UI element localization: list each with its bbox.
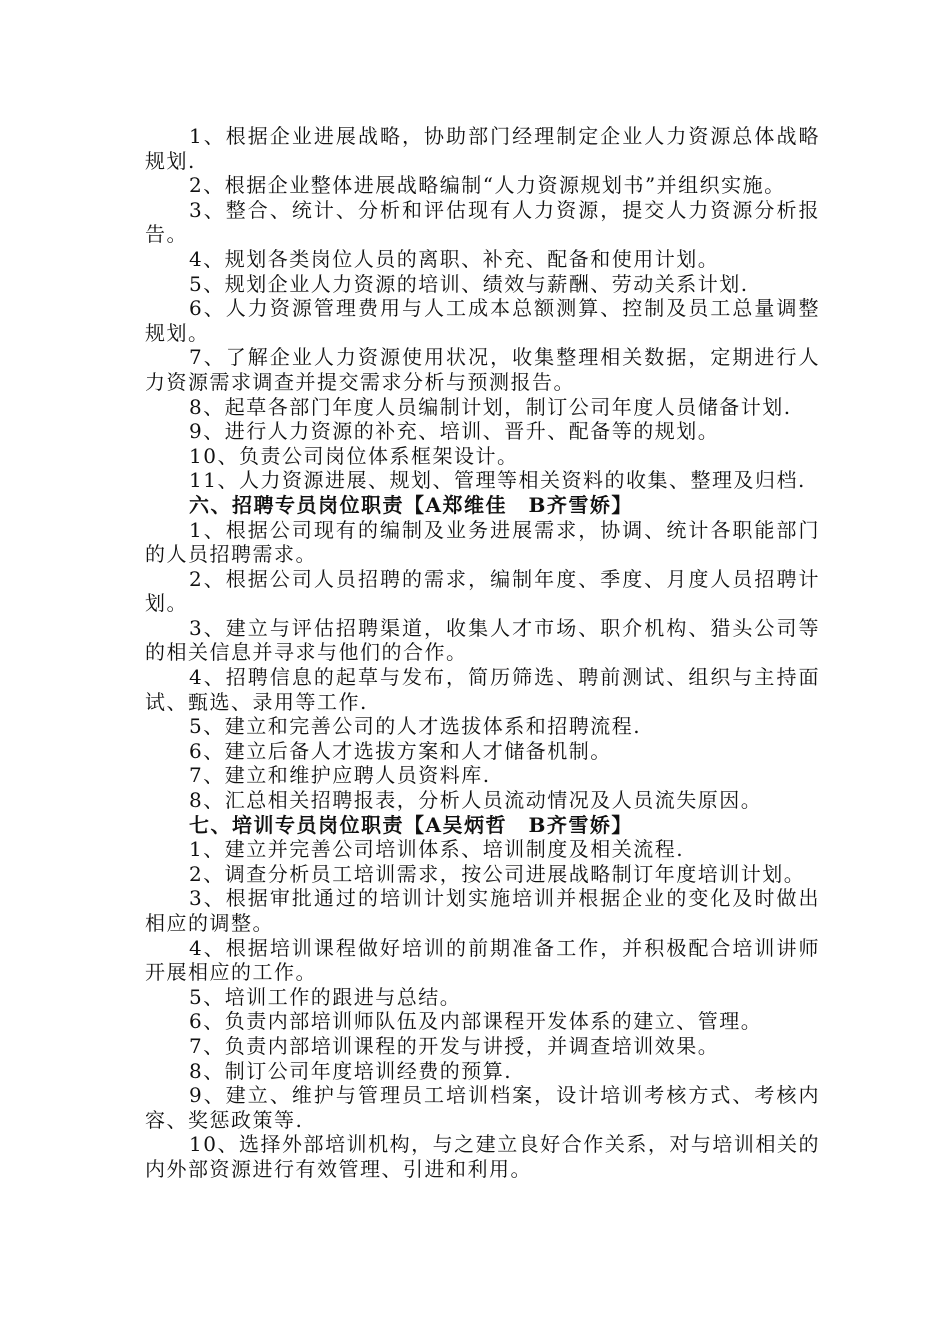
training-duty-item: 3、根据审批通过的培训计划实施培训并根据企业的变化及时做出相应的调整。: [145, 886, 820, 935]
training-duty-item: 1、建立并完善公司培训体系、培训制度及相关流程.: [189, 837, 685, 862]
training-duty-item: 7、负责内部培训课程的开发与讲授，并调查培训效果。: [189, 1033, 720, 1058]
hr-planning-item: 2、根据企业整体进展战略编制“人力资源规划书”并组织实施。: [189, 173, 786, 198]
training-duty-item: 10、选择外部培训机构，与之建立良好合作关系，对与培训相关的内外部资源进行有效管理、引进和利用。: [145, 1132, 820, 1181]
training-duty-item: 2、调查分析员工培训需求，按公司进展战略制订年度培训计划。: [189, 861, 806, 886]
recruitment-duty-item: 5、建立和完善公司的人才选拔体系和招聘流程.: [189, 714, 642, 739]
hr-planning-item: 3、整合、统计、分析和评估现有人力资源，提交人力资源分析报告。: [145, 197, 820, 247]
recruitment-duty-item: 8、汇总相关招聘报表，分析人员流动情况及人员流失原因。: [189, 788, 763, 813]
recruitment-section-heading: 六、招聘专员岗位职责【A郑维佳 B齐雪娇】: [189, 492, 633, 517]
training-duty-item: 5、培训工作的跟进与总结。: [189, 984, 462, 1009]
document-body: [145, 124, 820, 1182]
hr-planning-item: 8、起草各部门年度人员编制计划，制订公司年度人员储备计划.: [189, 394, 792, 419]
recruitment-duty-item: 6、建立后备人才选拔方案和人才储备机制。: [189, 738, 612, 763]
training-duty-item: 8、制订公司年度培训经费的预算.: [189, 1058, 513, 1083]
hr-planning-item: 1、根据企业进展战略，协助部门经理制定企业人力资源总体战略规划.: [145, 124, 820, 173]
training-duty-item: 6、负责内部培训师队伍及内部课程开发体系的建立、管理。: [189, 1009, 763, 1034]
hr-planning-item: 4、规划各类岗位人员的离职、补充、配备和使用计划。: [189, 246, 720, 271]
recruitment-duty-item: 1、根据公司现有的编制及业务进展需求，协调、统计各职能部门的人员招聘需求。: [145, 517, 820, 567]
training-duty-item: 9、建立、维护与管理员工培训档案，设计培训考核方式、考核内容、奖惩政策等.: [145, 1083, 820, 1132]
training-duty-item: 4、根据培训课程做好培训的前期准备工作，并积极配合培训讲师开展相应的工作。: [145, 935, 820, 985]
recruitment-duty-item: 4、招聘信息的起草与发布，简历筛选、聘前测试、组织与主持面试、甄选、录用等工作.: [145, 665, 820, 714]
hr-planning-item: 6、人力资源管理费用与人工成本总额测算、控制及员工总量调整规划。: [145, 296, 820, 345]
hr-planning-item: 11、人力资源进展、规划、管理等相关资料的收集、整理及归档.: [189, 468, 806, 493]
hr-planning-item: 5、规划企业人力资源的培训、绩效与薪酬、劳动关系计划.: [189, 271, 749, 296]
hr-planning-item: 10、负责公司岗位体系框架设计。: [189, 443, 519, 468]
recruitment-duty-item: 7、建立和维护应聘人员资料库.: [189, 763, 491, 788]
recruitment-duty-item: 3、建立与评估招聘渠道，收集人才市场、职介机构、猎头公司等的相关信息并寻求与他们的合作。: [145, 615, 820, 665]
training-section-heading: 七、培训专员岗位职责【A吴炳哲 B齐雪娇】: [189, 812, 633, 837]
hr-planning-item: 7、了解企业人力资源使用状况，收集整理相关数据，定期进行人力资源需求调查并提交需求分析与预测报告。: [145, 345, 820, 394]
hr-planning-item: 9、进行人力资源的补充、培训、晋升、配备等的规划。: [189, 419, 720, 444]
recruitment-duty-item: 2、根据公司人员招聘的需求，编制年度、季度、月度人员招聘计划。: [145, 566, 820, 616]
